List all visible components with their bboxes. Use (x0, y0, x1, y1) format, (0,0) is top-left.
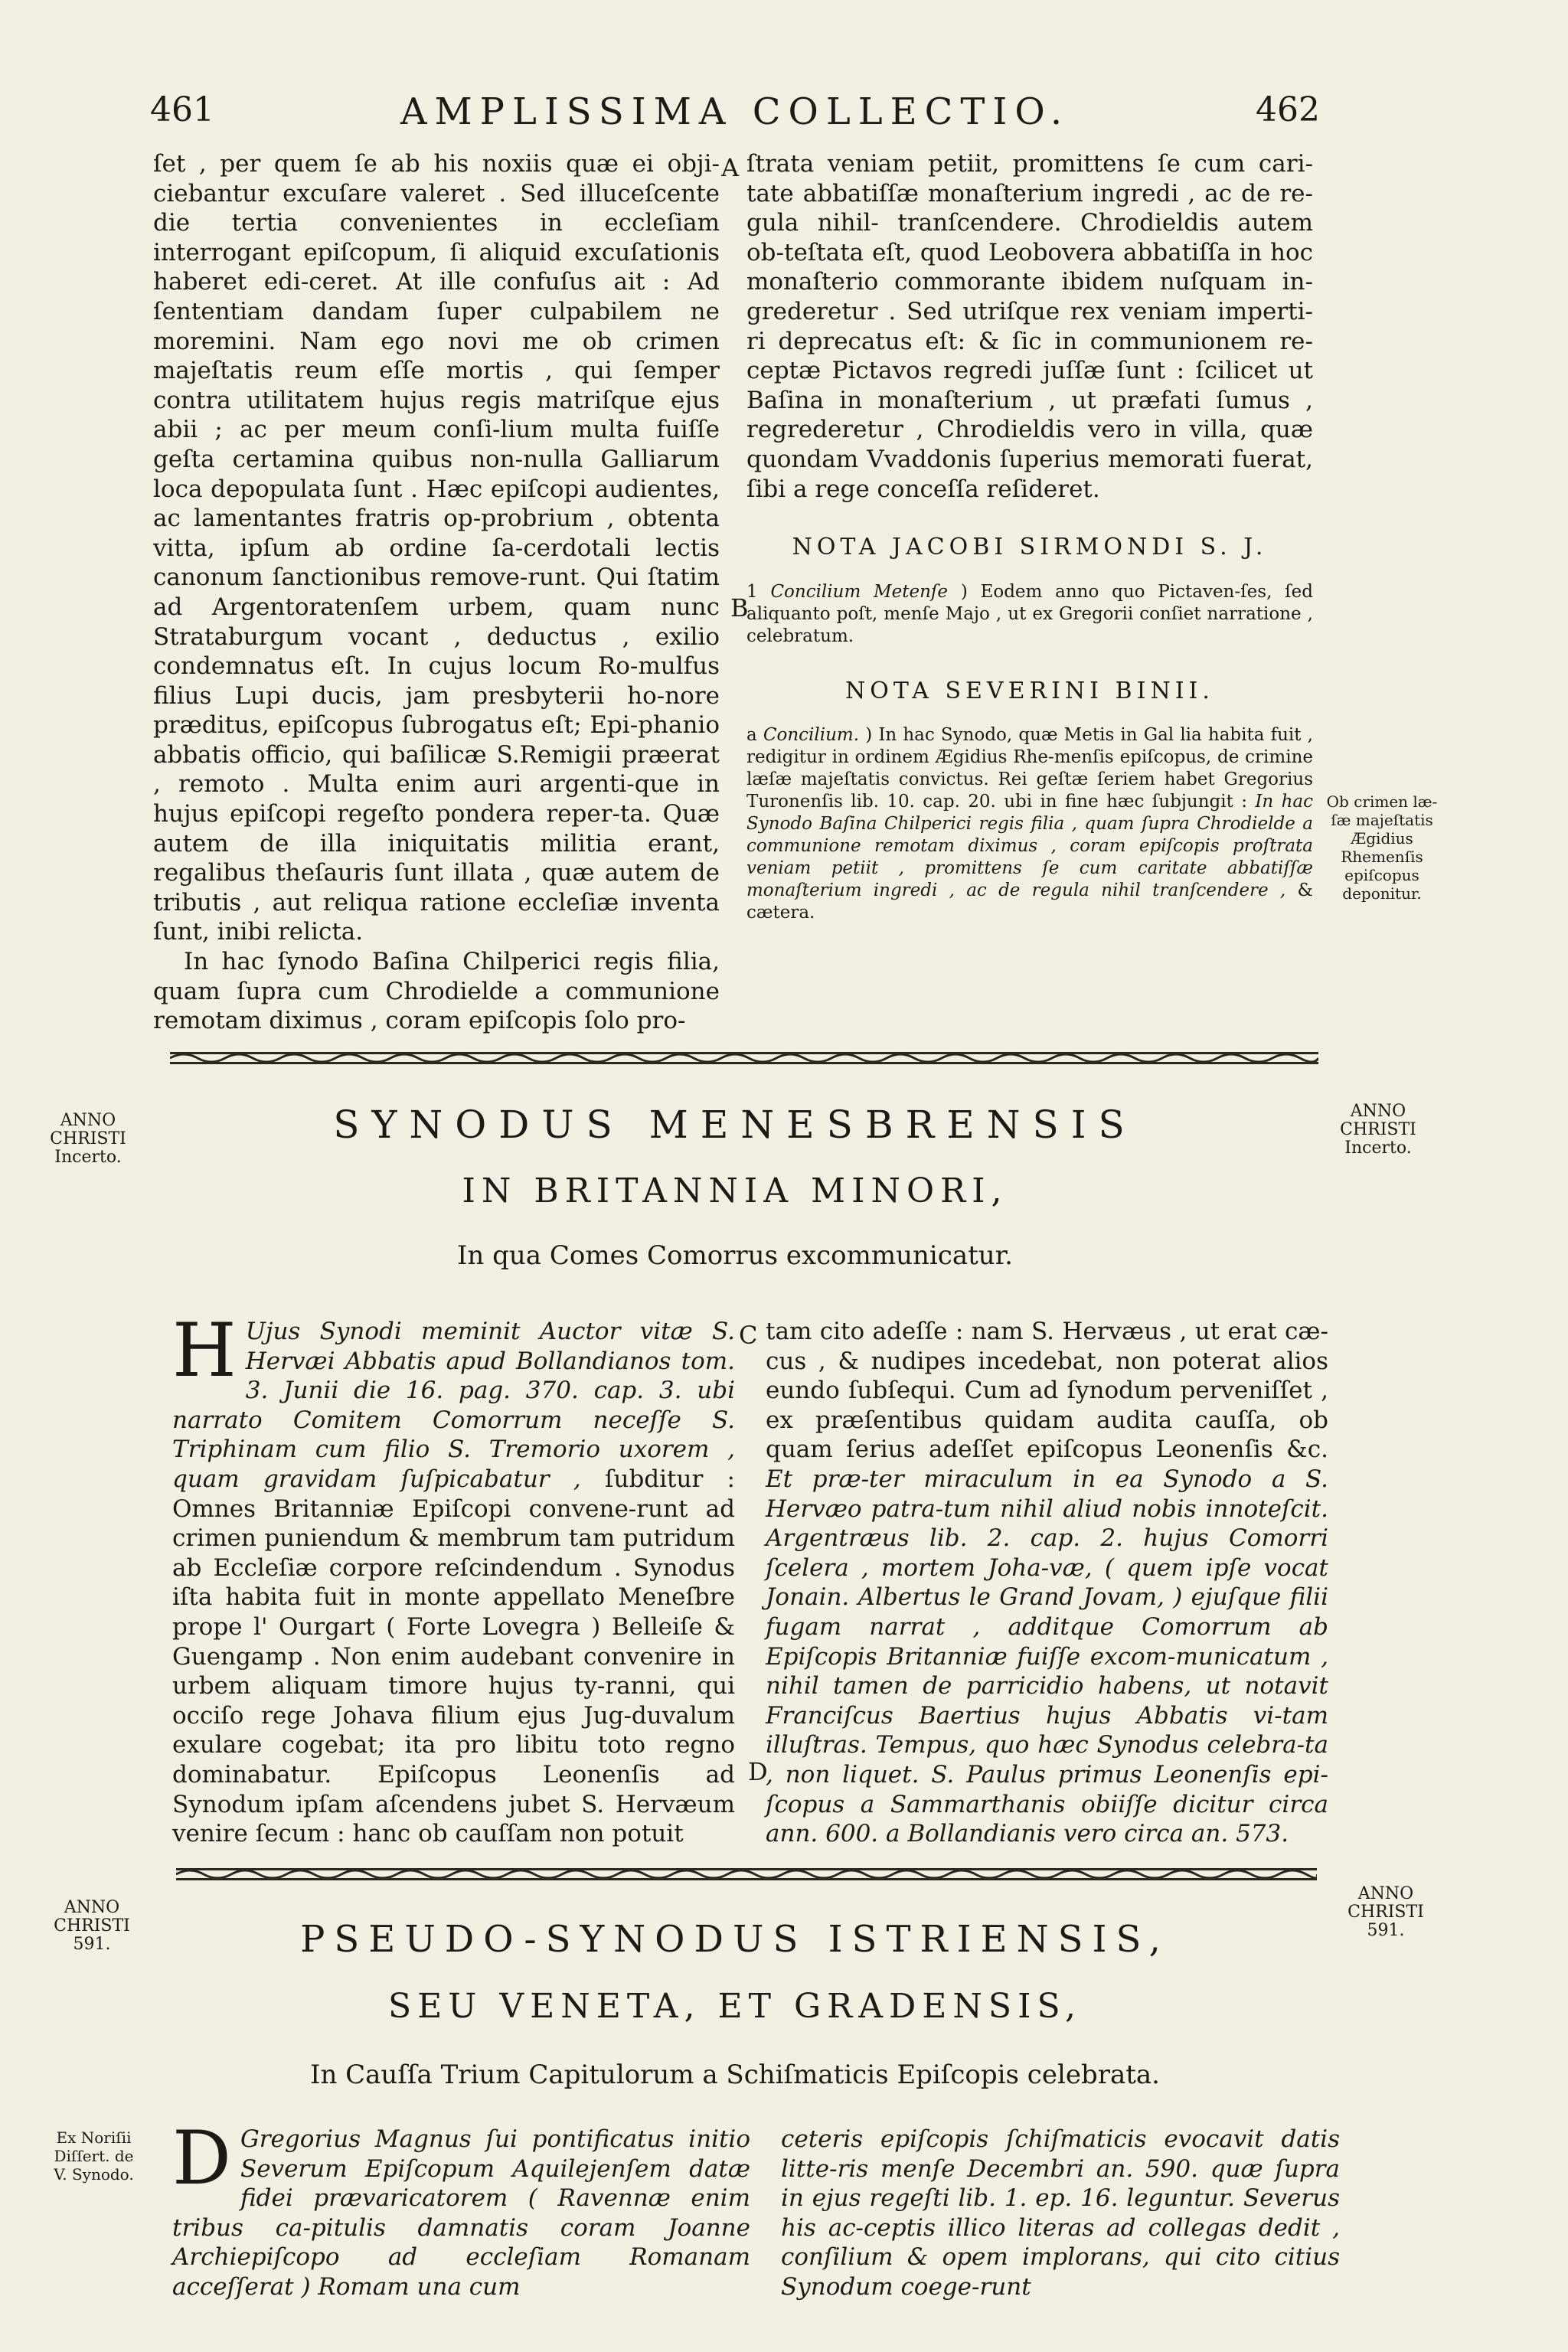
section3-title-line2: SEU VENETA, ET GRADENSIS, (387, 1987, 1083, 2026)
section2-right-italic: Et præ-ter miraculum in ea Synodo a S. Hervæo patra-tum nihil aliud nobis innoteſcit. Argentræus lib. 2. cap. 2. hujus Comorri ſcelera , mortem Joha-væ, ( quem ipſe vocat Jonain. Albertus le Grand Jovam, ) ejuſque filii fugam narrat , additque Comorrum ab Epiſcopis Britanniæ fuiſſe excom-municatum , nihil tamen de parricidio habens, ut notavit Franciſcus Baertius hujus Abbatis vi-tam illuſtras. Tempus, quo hæc Synodus celebra-ta , non liquet. S. Paulus primus Leonenſis epi-ſcopus a Sammarthanis obiiſſe dicitur circa ann. 600. a Bollandianis vero circa an. 573. (766, 1465, 1328, 1848)
section1-left-paragraph-1: ſet , per quem ſe ab his noxiis quæ ei obji-ciebantur excuſare valeret . Sed illuceſcente die tertia convenientes in eccleſiam interrogant epiſcopum, ſi aliquid excuſationis haberet edi-ceret. At ille confuſus ait : Ad ſententiam dandam ſuper culpabilem ne moremini. Nam ego novi me ob crimen majeſtatis reum eſſe mortis , qui ſemper contra utilitatem hujus regis matriſque ejus abii ; ac per meum conſi-lium multa fuiſſe geſta certamina quibus non-nulla Galliarum loca depopulata ſunt . Hæc epiſcopi audientes, ac lamentantes fratris op-probrium , obtenta vitta, ipſum ab ordine ſa-cerdotali lectis canonum ſanctionibus remove-runt. Qui ſtatim ad Argentoratenſem urbem, quam nunc Strataburgum vocant , deductus , exilio condemnatus eſt. In cujus locum Ro-mulfus filius Lupi ducis, jam presbyterii ho-nore præditus, epiſcopus ſubrogatus eſt; Epi-phanio abbatis officio, qui baſilicæ S.Remigii præerat , remoto . Multa enim auri argenti-que in hujus epiſcopi regeſto pondera reper-ta. Quæ autem de illa iniquitatis militia erant, regalibus theſauris ſunt illata , quæ autem de tributis , aut reliqua ratione eccleſiæ inventa ſunt, inibi relicta. (153, 150, 720, 946)
section3-subtitle: In Cauſſa Trium Capitulorum a Schiſmaticis Epiſcopis celebrata. (310, 2060, 1160, 2090)
note-binii-quote: In hac Synodo Baſina Chilperici regis filia , quam ſupra Chrodielde a communione remotam diximus , coram epiſcopis proſtrata veniam petiit , promittens ſe cum caritate abbatiſſæ monaſterium ingredi , ac de regula nihil tranſcendere , (746, 792, 1314, 901)
anno-right-section2: ANNO CHRISTI Incerto. (1340, 1102, 1416, 1158)
anno-left-section2: ANNO CHRISTI Incerto. (50, 1111, 126, 1167)
anno-right-section3: ANNO CHRISTI 591. (1348, 1884, 1424, 1940)
anno-left-section3: ANNO CHRISTI 591. (54, 1898, 130, 1954)
section2-right-column (766, 1317, 1328, 1849)
section3-dropcap: D (172, 2115, 231, 2201)
note-binii-end: & cætera. (746, 880, 1313, 923)
section3-title: PSEUDO-SYNODUS ISTRIENSIS, (300, 1918, 1170, 1961)
note-sirmondi (746, 581, 1313, 648)
section2-title: SYNODUS MENESBRENSIS (333, 1102, 1137, 1147)
column-letter-c: C (739, 1321, 758, 1350)
page-number-left: 461 (150, 90, 214, 129)
column-letter-b: B (730, 593, 749, 622)
ornamental-rule-1 (170, 1050, 1318, 1066)
margin-note-aegidius: Ob crimen læ-ſæ majeſtatis Ægidius Rhemenſis epiſcopus deponitur. (1326, 792, 1438, 903)
ornamental-rule-2 (176, 1867, 1317, 1882)
column-letter-a: A (721, 153, 740, 182)
section3-left-italic: Gregorius Magnus ſui pontificatus initio Severum Epiſcopum Aquilejenſem datæ fidei prævaricatorem ( Ravennæ enim tribus ca-pitulis damnatis coram Joanne Archiepiſcopo ad eccleſiam Romanam acceſſerat ) Romam una cum (172, 2125, 750, 2301)
running-title: AMPLISSIMA COLLECTIO. (400, 90, 1070, 133)
section3-right-column (781, 2125, 1340, 2302)
note-binii-heading: NOTA SEVERINI BINII. (845, 677, 1214, 704)
section1-right-paragraph-1: ſtrata veniam petiit, promittens ſe cum cari-tate abbatiſſæ monaſterium ingredi , ac de re-gula nihil- tranſcendere. Chrodieldis autem ob-teſtata eſt, quod Leobovera abbatiſſa in hoc monaſterio commorante ibidem nuſquam in-grederetur . Sed utriſque rex veniam imperti-ri deprecatus eſt: & ſic in communionem re-ceptæ Pictavos regredi juſſæ ſunt : ſcilicet ut Baſina in monaſterium , ut præfati ſumus , regrederetur , Chrodieldis vero in villa, quæ quondam Vvaddonis ſuperius memorati fuerat, ſibi a rege conceſſa reſideret. (746, 150, 1313, 503)
note-binii (746, 724, 1313, 924)
note-sirmondi-heading: NOTA JACOBI SIRMONDI S. J. (792, 534, 1268, 561)
page-number-right: 462 (1256, 90, 1320, 129)
section1-right-column (746, 149, 1313, 924)
section1-left-paragraph-2: In hac ſynodo Baſina Chilperici regis filia, quam ſupra cum Chrodielde a communione remotam diximus , coram epiſcopis ſolo pro- (153, 948, 720, 1035)
section3-right-italic: ceteris epiſcopis ſchiſmaticis evocavit datis litte-ris menſe Decembri an. 590. quæ ſupra in ejus regeſti lib. 1. ep. 16. leguntur. Severus his ac-ceptis illico literas ad collegas dedit , conſilium & opem implorans, qui cito citius Synodum coege-runt (781, 2125, 1340, 2301)
section2-title-line2: IN BRITANNIA MINORI, (462, 1171, 1008, 1210)
section2-dropcap: H (172, 1308, 237, 1393)
section2-subtitle: In qua Comes Comorrus excommunicatur. (457, 1240, 1013, 1271)
section2-left-text: ſubditur : Omnes Britanniæ Epiſcopi convene-runt ad crimen puniendum & membrum tam putridum ab Eccleſiæ corpore reſcindendum . Synodus iſta habita fuit in monte appellato Meneſbre prope l' Ourgart ( Forte Lovegra ) Belleiſe & Guengamp . Non enim audebant convenire in urbem aliquam timore hujus ty-ranni, qui occiſo rege Johava filium ejus Jug-duvalum exulare cogebat; ita pro libitu toto regno dominabatur. Epiſcopus Leonenſis ad Synodum ipſam aſcendens jubet S. Hervæum venire ſecum : hanc ob cauſſam non potuit (172, 1465, 735, 1848)
column-letter-d: D (748, 1757, 768, 1786)
section2-left-column (172, 1308, 735, 1849)
section3-left-column (172, 2115, 750, 2302)
section2-left-italic: Ujus Synodi meminit Auctor vitæ S. Hervæi Abbatis apud Bollandianos tom. 3. Junii die 16. pag. 370. cap. 3. ubi narrato Comitem Comorrum neceſſe S. Triphinam cum filio S. Tremorio uxorem , quam gravidam ſuſpicabatur , (172, 1318, 735, 1493)
note-binii-lemma: Concilium. (763, 725, 860, 746)
note-binii-text: ) In hac Synodo, quæ Metis in Gal lia habita fuit , redigitur in ordinem Ægidius Rhe-menſis epiſcopus, de crimine læſæ majeſtatis convictus. Rei geſtæ ſeriem habet Gregorius Turonenſis lib. 10. cap. 20. ubi in fine hæc ſubjungit : (746, 725, 1313, 812)
section2-right-text: tam cito adeſſe : nam S. Hervæus , ut erat cæ-cus , & nudipes incedebat, non poterat alios eundo ſubſequi. Cum ad ſynodum perveniſſet , ex præſentibus quidam audita cauſſa, ob quam ſerius adeſſet epiſcopus Leonenſis &c. (766, 1318, 1328, 1464)
note-sirmondi-lemma: Concilium Metenſe (770, 581, 949, 602)
note-sirmondi-number: 1 (746, 581, 758, 602)
section1-left-column (153, 149, 720, 1036)
note-sirmondi-text: ) Eodem anno quo Pictaven-ſes, ſed aliquanto poſt, menſe Majo , ut ex Gregorii conſiet narratione , celebratum. (746, 581, 1314, 646)
note-binii-number: a (746, 725, 757, 746)
section3-margin-note: Ex Noriſii Diſſert. de V. Synodo. (54, 2128, 134, 2184)
